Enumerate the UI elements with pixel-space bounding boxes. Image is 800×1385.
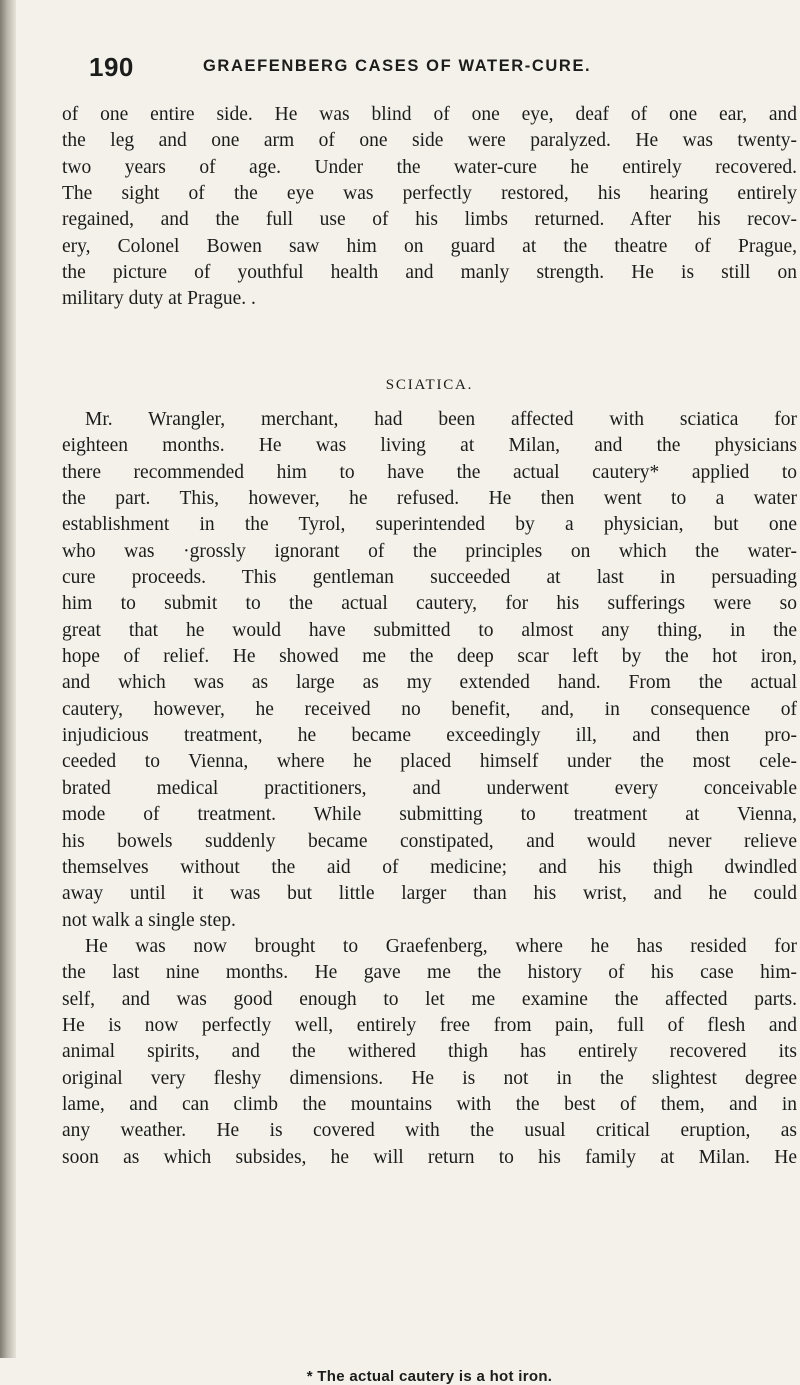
text-line: great that he would have submitted to almost any thing, in the	[62, 619, 797, 641]
running-head	[62, 50, 797, 90]
text-line: him to submit to the actual cautery, for his sufferings were so	[62, 593, 797, 615]
text-line: soon as which subsides, he will return to his family at Milan. He	[62, 1146, 797, 1168]
text-line: the part. This, however, he refused. He then went to a water	[62, 488, 797, 510]
paragraph-continuation	[62, 102, 797, 313]
text-line: two years of age. Under the water-cure he entirely recovered.	[62, 156, 797, 178]
text-line: injudicious treatment, he became exceedingly ill, and then pro-	[62, 725, 797, 747]
text-line: not walk a single step.	[62, 909, 236, 931]
text-line: the leg and one arm of one side were paralyzed. He was twenty-	[62, 130, 797, 152]
text-line: and which was as large as my extended hand. From the actual	[62, 672, 797, 694]
text-line: the last nine months. He gave me the history of his case him-	[62, 962, 797, 984]
footnote: * The actual cautery is a hot iron.	[306, 1368, 553, 1385]
text-line: The sight of the eye was perfectly restored, his hearing entirely	[62, 183, 797, 205]
text-line: any weather. He is covered with the usual critical eruption, as	[62, 1120, 797, 1142]
text-line: Mr. Wrangler, merchant, had been affected with sciatica for	[85, 409, 797, 430]
text-line: ery, Colonel Bowen saw him on guard at the theatre of Prague,	[62, 235, 797, 257]
text-line: his bowels suddenly became constipated, and would never relieve	[62, 830, 797, 852]
text-line: there recommended him to have the actual cautery* applied to	[62, 461, 797, 483]
text-line: He is now perfectly well, entirely free from pain, full of flesh and	[62, 1014, 797, 1036]
text-line: self, and was good enough to let me examine the affected parts.	[62, 988, 797, 1010]
text-line: away until it was but little larger than his wrist, and he could	[62, 883, 797, 905]
running-title: GRAEFENBERG CASES OF WATER-CURE.	[203, 57, 592, 75]
text-line: lame, and can climb the mountains with the best of them, and in	[62, 1093, 797, 1115]
text-line: cure proceeds. This gentleman succeeded at last in persuading	[62, 567, 797, 589]
section-heading: SCIATICA.	[385, 377, 474, 393]
text-line: He was now brought to Graefenberg, where he has resided for	[85, 935, 797, 957]
paragraph-sciatica	[62, 407, 797, 1171]
text-line: animal spirits, and the withered thigh has entirely recovered its	[62, 1041, 797, 1063]
text-line: mode of treatment. While submitting to treatment at Vienna,	[62, 804, 797, 826]
book-page	[62, 50, 797, 1385]
text-line: who was ·grossly ignorant of the principles on which the water-	[62, 540, 797, 562]
text-line: ceeded to Vienna, where he placed himself under the most cele-	[62, 751, 797, 773]
text-line: original very fleshy dimensions. He is not in the slightest degree	[62, 1067, 797, 1089]
page-number: 190	[89, 52, 134, 82]
text-line: regained, and the full use of his limbs returned. After his recov-	[62, 209, 797, 231]
text-line: brated medical practitioners, and underwent every conceivable	[62, 777, 797, 799]
text-line: of one entire side. He was blind of one eye, deaf of one ear, and	[62, 104, 797, 125]
text-line: military duty at Prague. .	[62, 288, 256, 310]
text-line: establishment in the Tyrol, superintended by a physician, but one	[62, 514, 797, 536]
text-line: themselves without the aid of medicine; and his thigh dwindled	[62, 856, 797, 878]
text-line: the picture of youthful health and manly strength. He is still on	[62, 262, 797, 284]
text-line: eighteen months. He was living at Milan, and the physicians	[62, 435, 797, 457]
book-binding-shadow	[0, 0, 16, 1358]
text-line: hope of relief. He showed me the deep scar left by the hot iron,	[62, 646, 797, 668]
text-line: cautery, however, he received no benefit, and, in consequence of	[62, 698, 797, 720]
